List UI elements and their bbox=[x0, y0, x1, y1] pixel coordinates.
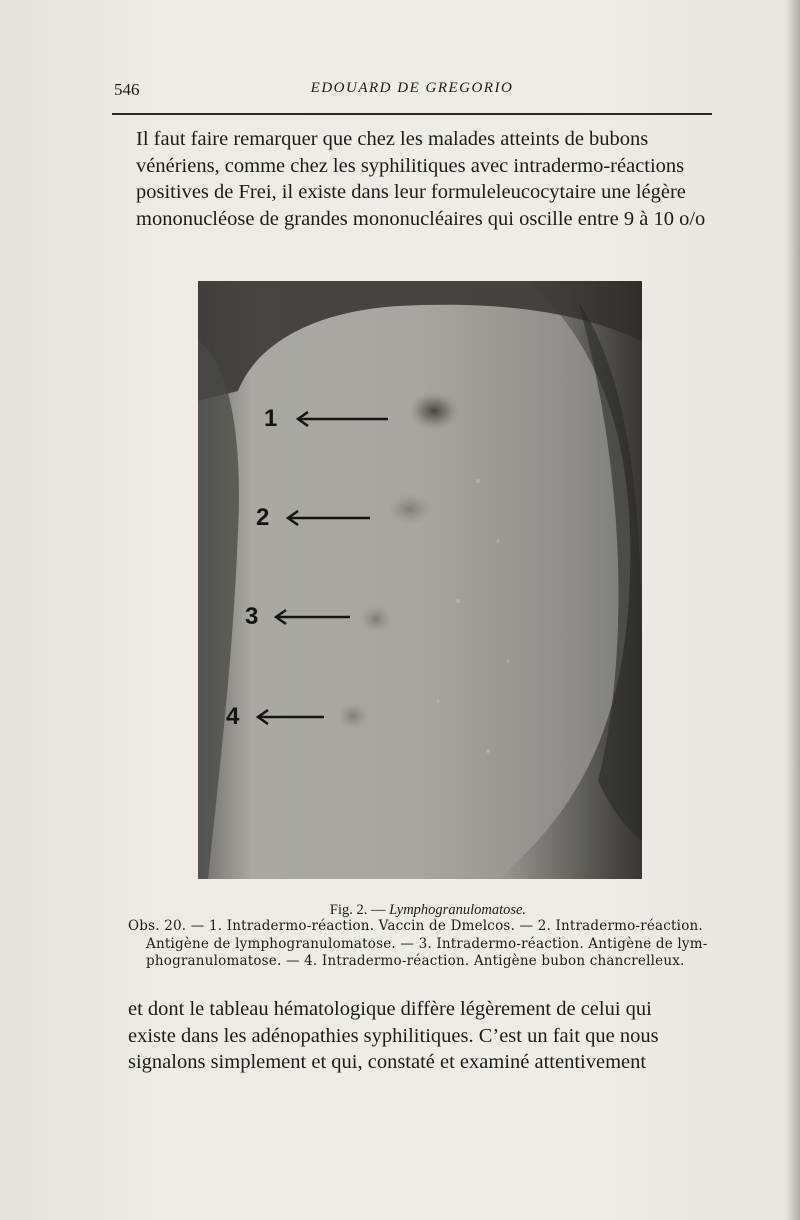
caption-line: Antigène de lymphogranulomatose. — 3. Intradermo-réaction. Antigène de lym- bbox=[146, 935, 708, 952]
figure-photograph bbox=[198, 281, 642, 879]
arrow-label-3: 3 bbox=[245, 603, 259, 630]
text-line: et dont le tableau hématologique diffère légèrement de celui qui bbox=[128, 998, 652, 1020]
figure-number: Fig. 2. — bbox=[329, 902, 390, 918]
paragraph-1 bbox=[128, 126, 728, 232]
page-number: 546 bbox=[114, 80, 140, 99]
text-line: vénériens, comme chez les syphilitiques avec intradermo-réactions bbox=[136, 154, 685, 177]
skin-photograph bbox=[198, 281, 642, 879]
figure-label bbox=[128, 902, 728, 919]
figure-title: Lymphogranulomatose. bbox=[389, 902, 527, 918]
running-title: EDOUARD DE GREGORIO bbox=[310, 80, 514, 96]
text-line: signalons simplement et qui, constaté et examiné attentivement bbox=[128, 1051, 647, 1073]
arrow-label-1: 1 bbox=[264, 405, 278, 432]
text-line: positives de Frei, il existe dans leur formuleleucocytaire une légère bbox=[136, 181, 686, 203]
header-rule bbox=[112, 113, 712, 115]
text-line: mononucléose de grandes mononucléaires qui oscille entre 9 à 10 o/o bbox=[136, 207, 706, 230]
paragraph-2 bbox=[128, 996, 728, 1076]
page-header bbox=[112, 80, 712, 106]
arrow-label-2: 2 bbox=[256, 504, 270, 531]
text-line: Il faut faire remarquer que chez les malades atteints de bubons bbox=[136, 128, 649, 150]
page-edge-shadow bbox=[786, 0, 800, 1220]
figure-caption bbox=[128, 918, 728, 971]
text-line: existe dans les adénopathies syphilitiques. C’est un fait que nous bbox=[128, 1024, 659, 1047]
caption-line: Obs. 20. — 1. Intradermo-réaction. Vaccin de Dmelcos. — 2. Intradermo-réaction. bbox=[128, 918, 703, 934]
caption-line: phogranulomatose. — 4. Intradermo-réaction. Antigène bubon chancrelleux. bbox=[146, 953, 685, 969]
arrow-label-4: 4 bbox=[226, 703, 240, 730]
